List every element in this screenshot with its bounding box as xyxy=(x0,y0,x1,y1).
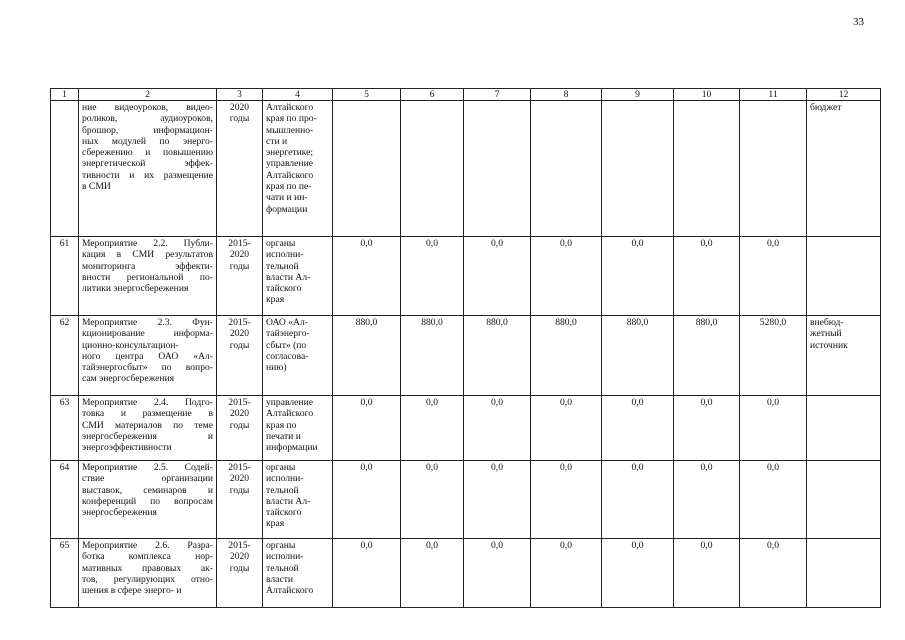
funding-source-cell xyxy=(807,316,881,396)
cell-text-line: вности региональной по- xyxy=(82,271,213,283)
cell-text-line: ботка комплекса нор- xyxy=(82,551,213,563)
cell-text-line: СМИ материалов по теме xyxy=(82,419,213,431)
cell-text-line: сбыт» (по xyxy=(266,339,307,351)
funding-value-cell: 0,0 xyxy=(531,539,602,608)
table-row xyxy=(51,237,881,316)
table-row xyxy=(51,101,881,237)
cell-text-line: 2015- xyxy=(228,397,251,408)
cell-text-line: исполни- xyxy=(266,551,304,563)
cell-text-line: энергосбережения и xyxy=(82,430,213,442)
cell-text-line: управление xyxy=(266,158,313,170)
cell-text-line: тельной xyxy=(266,562,299,574)
funding-value-cell: 0,0 xyxy=(531,396,602,461)
funding-value-cell: 0,0 xyxy=(531,461,602,539)
funding-value-cell: 0,0 xyxy=(333,539,401,608)
column-header: 10 xyxy=(674,89,740,101)
program-table xyxy=(50,88,881,608)
cell-text-line: Алтайского xyxy=(266,102,314,113)
activity-description-cell xyxy=(79,461,217,539)
cell-text-line: края по про- xyxy=(266,113,317,125)
cell-text-line: 2020 xyxy=(229,408,250,420)
activity-description-cell xyxy=(79,316,217,396)
cell-text-line: 2015- xyxy=(228,540,251,551)
funding-value-cell: 0,0 xyxy=(464,461,531,539)
cell-text-line: формации xyxy=(266,203,308,215)
activity-description-cell xyxy=(79,237,217,316)
cell-text-line: Алтайского xyxy=(266,585,314,597)
funding-value-cell: 0,0 xyxy=(464,539,531,608)
funding-value-cell xyxy=(602,101,674,237)
row-number-cell: 64 xyxy=(51,461,79,539)
cell-text-line: мониторинга эффекти- xyxy=(82,260,213,272)
cell-text-line: годы xyxy=(229,484,250,496)
cell-text-line: края по xyxy=(266,419,297,431)
funding-value-cell: 0,0 xyxy=(740,539,807,608)
cell-text-line: органы xyxy=(266,238,296,249)
cell-text-line: 2020 xyxy=(229,473,250,485)
activity-description-cell xyxy=(79,539,217,608)
cell-text-line: энергетической эффек- xyxy=(82,158,213,170)
cell-text-line: исполни- xyxy=(266,249,304,261)
row-number-cell: 63 xyxy=(51,396,79,461)
cell-text-line: в СМИ xyxy=(82,181,111,193)
column-header: 8 xyxy=(531,89,602,101)
cell-text-line: информации xyxy=(266,442,318,454)
cell-text-line: края xyxy=(266,294,285,306)
activity-description-cell xyxy=(79,396,217,461)
cell-text-line: Алтайского xyxy=(266,408,314,420)
funding-value-cell: 0,0 xyxy=(674,237,740,316)
funding-value-cell: 0,0 xyxy=(740,396,807,461)
column-header: 11 xyxy=(740,89,807,101)
cell-text-line: согласова- xyxy=(266,350,309,362)
column-number-row xyxy=(51,89,881,101)
column-header: 3 xyxy=(217,89,263,101)
funding-value-cell xyxy=(333,101,401,237)
cell-text-line: годы xyxy=(229,419,250,431)
funding-value-cell: 0,0 xyxy=(464,396,531,461)
column-header: 2 xyxy=(79,89,217,101)
funding-value-cell: 0,0 xyxy=(740,237,807,316)
cell-text-line: тивности и их размещение xyxy=(82,169,213,181)
cell-text-line: органы xyxy=(266,540,296,551)
cell-text-line: 2015- xyxy=(228,238,251,249)
executor-cell xyxy=(263,237,333,316)
column-header: 12 xyxy=(807,89,881,101)
cell-text-line: края по пе- xyxy=(266,181,312,193)
period-cell xyxy=(217,237,263,316)
funding-value-cell: 880,0 xyxy=(602,316,674,396)
funding-value-cell: 0,0 xyxy=(674,396,740,461)
cell-text-line: тайэнерго- xyxy=(266,328,310,340)
cell-text-line: энергосбережения xyxy=(82,507,157,519)
table-row xyxy=(51,539,881,608)
cell-text-line: ционно-консультацион- xyxy=(82,339,179,351)
cell-text-line: органы xyxy=(266,462,296,473)
cell-text-line: ного центра ОАО «Ал- xyxy=(82,350,213,362)
table-header xyxy=(51,89,881,101)
funding-value-cell xyxy=(531,101,602,237)
row-number-cell xyxy=(51,101,79,237)
cell-text-line: жетный xyxy=(810,328,842,340)
funding-value-cell: 880,0 xyxy=(401,316,464,396)
cell-text-line: печати и xyxy=(266,430,301,442)
cell-text-line: литики энергосбережения xyxy=(82,283,189,295)
funding-source-cell xyxy=(807,101,881,237)
funding-value-cell: 880,0 xyxy=(333,316,401,396)
cell-text-line: бюджет xyxy=(810,102,842,113)
cell-text-line: товка и размещение в xyxy=(82,408,213,420)
cell-text-line: 2020 xyxy=(229,328,250,340)
cell-text-line: управление xyxy=(266,397,313,408)
cell-text-line: 2020 xyxy=(229,102,250,113)
funding-value-cell xyxy=(401,101,464,237)
funding-value-cell: 0,0 xyxy=(401,539,464,608)
cell-text-line: тайского xyxy=(266,283,302,295)
funding-value-cell: 880,0 xyxy=(531,316,602,396)
cell-text-line: 2020 xyxy=(229,551,250,563)
cell-text-line: годы xyxy=(229,562,250,574)
table-body xyxy=(51,101,881,608)
funding-value-cell: 0,0 xyxy=(333,461,401,539)
cell-text-line: сам энергосбережения xyxy=(82,373,175,385)
funding-value-cell xyxy=(740,101,807,237)
funding-value-cell: 0,0 xyxy=(602,461,674,539)
cell-text-line: годы xyxy=(229,339,250,351)
cell-text-line: кционирование информа- xyxy=(82,328,213,340)
period-cell xyxy=(217,461,263,539)
cell-text-line: Мероприятие 2.5. Содей- xyxy=(82,462,213,473)
cell-text-line: сбережению и повышению xyxy=(82,147,213,159)
row-number-cell: 65 xyxy=(51,539,79,608)
funding-value-cell: 0,0 xyxy=(333,237,401,316)
period-cell xyxy=(217,316,263,396)
cell-text-line: ние видеоуроков, видео- xyxy=(82,102,213,113)
cell-text-line: нию) xyxy=(266,362,287,374)
cell-text-line: ОАО «Ал- xyxy=(266,317,308,328)
executor-cell xyxy=(263,396,333,461)
cell-text-line: 2015- xyxy=(228,317,251,328)
activity-description-cell xyxy=(79,101,217,237)
row-number-cell: 62 xyxy=(51,316,79,396)
cell-text-line: мышленно- xyxy=(266,124,314,136)
executor-cell xyxy=(263,101,333,237)
executor-cell xyxy=(263,539,333,608)
cell-text-line: Мероприятие 2.2. Публи- xyxy=(82,238,213,249)
cell-text-line: тайэнергосбыт» по вопро- xyxy=(82,362,213,374)
cell-text-line: власти Ал- xyxy=(266,495,311,507)
cell-text-line: тельной xyxy=(266,260,299,272)
cell-text-line: Мероприятие 2.3. Фун- xyxy=(82,317,213,328)
cell-text-line: энергоэффективности xyxy=(82,442,172,454)
funding-source-cell xyxy=(807,461,881,539)
funding-source-cell xyxy=(807,396,881,461)
cell-text-line: кация в СМИ результатов xyxy=(82,249,213,261)
funding-value-cell xyxy=(464,101,531,237)
period-cell xyxy=(217,539,263,608)
funding-value-cell: 0,0 xyxy=(674,461,740,539)
cell-text-line: ных модулей по энерго- xyxy=(82,135,213,147)
executor-cell xyxy=(263,316,333,396)
funding-value-cell: 5280,0 xyxy=(740,316,807,396)
cell-text-line: годы xyxy=(229,260,250,272)
cell-text-line: власти xyxy=(266,573,294,585)
cell-text-line: тайского xyxy=(266,507,302,519)
cell-text-line: края xyxy=(266,518,285,530)
funding-value-cell: 0,0 xyxy=(333,396,401,461)
column-header: 9 xyxy=(602,89,674,101)
cell-text-line: Мероприятие 2.6. Разра- xyxy=(82,540,213,551)
funding-value-cell: 880,0 xyxy=(464,316,531,396)
column-header: 1 xyxy=(51,89,79,101)
funding-value-cell: 0,0 xyxy=(602,396,674,461)
cell-text-line: Алтайского xyxy=(266,169,314,181)
cell-text-line: Мероприятие 2.4. Подго- xyxy=(82,397,213,408)
table-row xyxy=(51,396,881,461)
row-number-cell: 61 xyxy=(51,237,79,316)
funding-value-cell xyxy=(674,101,740,237)
funding-value-cell: 0,0 xyxy=(602,237,674,316)
table-row xyxy=(51,461,881,539)
cell-text-line: конференций по вопросам xyxy=(82,495,213,507)
cell-text-line: тельной xyxy=(266,484,299,496)
cell-text-line: 2015- xyxy=(228,462,251,473)
cell-text-line: роликов, аудиоуроков, xyxy=(82,113,213,125)
cell-text-line: чати и ин- xyxy=(266,192,308,204)
funding-value-cell: 0,0 xyxy=(602,539,674,608)
cell-text-line: власти Ал- xyxy=(266,271,311,283)
cell-text-line: сти и xyxy=(266,135,288,147)
table-row xyxy=(51,316,881,396)
funding-source-cell xyxy=(807,539,881,608)
funding-value-cell: 0,0 xyxy=(740,461,807,539)
cell-text-line: мативных правовых ак- xyxy=(82,562,213,574)
funding-value-cell: 0,0 xyxy=(401,461,464,539)
cell-text-line: выставок, семинаров и xyxy=(82,484,213,496)
funding-value-cell: 0,0 xyxy=(464,237,531,316)
funding-value-cell: 0,0 xyxy=(401,396,464,461)
cell-text-line: брошюр, информацион- xyxy=(82,124,213,136)
period-cell xyxy=(217,101,263,237)
column-header: 6 xyxy=(401,89,464,101)
funding-value-cell: 0,0 xyxy=(674,539,740,608)
funding-source-cell xyxy=(807,237,881,316)
page-number: 33 xyxy=(853,16,864,28)
cell-text-line: исполни- xyxy=(266,473,304,485)
column-header: 4 xyxy=(263,89,333,101)
cell-text-line: годы xyxy=(229,113,250,125)
cell-text-line: энергетике; xyxy=(266,147,314,159)
column-header: 7 xyxy=(464,89,531,101)
funding-value-cell: 880,0 xyxy=(674,316,740,396)
funding-value-cell: 0,0 xyxy=(401,237,464,316)
period-cell xyxy=(217,396,263,461)
cell-text-line: источник xyxy=(810,339,848,351)
executor-cell xyxy=(263,461,333,539)
cell-text-line: внебюд- xyxy=(810,317,844,328)
column-header: 5 xyxy=(333,89,401,101)
cell-text-line: тов, регулирующих отно- xyxy=(82,573,213,585)
funding-value-cell: 0,0 xyxy=(531,237,602,316)
cell-text-line: ствие организации xyxy=(82,473,213,485)
cell-text-line: шения в сфере энерго- и xyxy=(82,585,182,597)
cell-text-line: 2020 xyxy=(229,249,250,261)
